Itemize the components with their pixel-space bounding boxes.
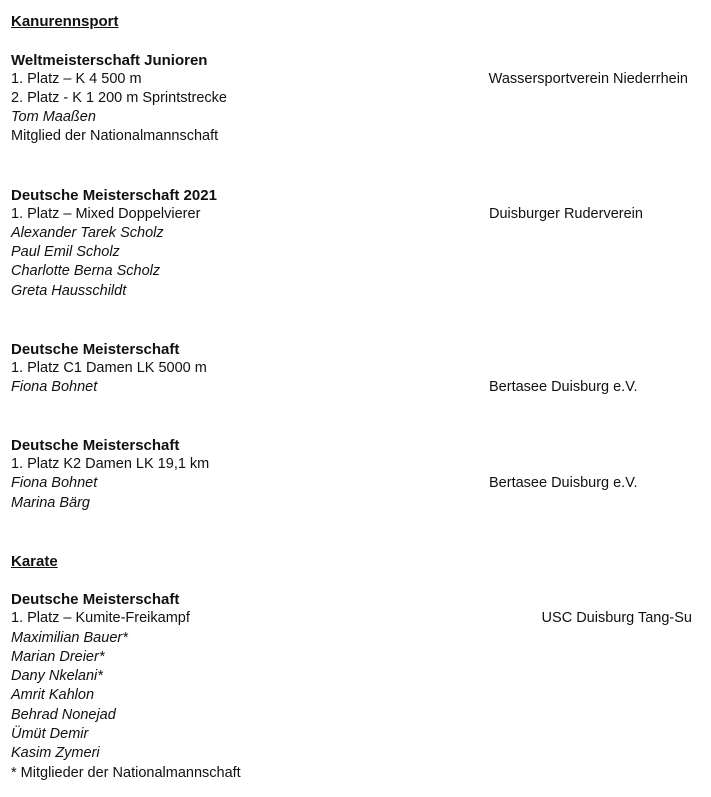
athlete-name: Charlotte Berna Scholz	[11, 263, 161, 279]
entry-note: Mitglied der Nationalmannschaft	[11, 128, 219, 144]
athlete-name: Kasim Zymeri	[11, 745, 100, 761]
club-name: Wassersportverein Niederrhein	[488, 71, 688, 87]
club-name: Bertasee Duisburg e.V.	[489, 379, 638, 395]
athlete-name: Amrit Kahlon	[11, 687, 95, 703]
entry-heading: Deutsche Meisterschaft	[11, 341, 180, 358]
athlete-name: Dany Nkelani*	[11, 668, 103, 684]
athlete-name: Marian Dreier*	[11, 649, 105, 665]
athlete-name: Tom Maaßen	[11, 109, 96, 125]
entry-result: 1. Platz – Kumite-Freikampf	[11, 610, 190, 626]
entry-result: 1. Platz – K 4 500 m	[11, 71, 142, 87]
entry-heading: Deutsche Meisterschaft 2021	[11, 187, 217, 204]
entry-heading: Deutsche Meisterschaft	[11, 437, 180, 454]
entry-result: 1. Platz – Mixed Doppelvierer	[11, 206, 201, 222]
entry-result: 1. Platz K2 Damen LK 19,1 km	[11, 456, 210, 472]
athlete-name: Fiona Bohnet	[11, 379, 98, 395]
entry-note: * Mitglieder der Nationalmannschaft	[11, 765, 241, 781]
section-title-karate: Karate	[11, 553, 58, 570]
athlete-name: Alexander Tarek Scholz	[11, 225, 164, 241]
athlete-name: Greta Hausschildt	[11, 283, 127, 299]
athlete-name: Paul Emil Scholz	[11, 244, 120, 260]
section-title-kanurennsport: Kanurennsport	[11, 13, 119, 30]
entry-heading: Deutsche Meisterschaft	[11, 591, 180, 608]
athlete-name: Ümüt Demir	[11, 726, 89, 742]
athlete-name: Behrad Nonejad	[11, 707, 116, 723]
club-name: USC Duisburg Tang-Su	[541, 610, 692, 626]
club-name: Duisburger Ruderverein	[489, 206, 643, 222]
athlete-name: Fiona Bohnet	[11, 475, 98, 491]
athlete-name: Marina Bärg	[11, 495, 90, 511]
entry-heading: Weltmeisterschaft Junioren	[11, 52, 208, 69]
entry-result: 2. Platz - K 1 200 m Sprintstrecke	[11, 90, 227, 106]
club-name: Bertasee Duisburg e.V.	[489, 475, 638, 491]
entry-result: 1. Platz C1 Damen LK 5000 m	[11, 360, 207, 376]
athlete-name: Maximilian Bauer*	[11, 630, 128, 646]
